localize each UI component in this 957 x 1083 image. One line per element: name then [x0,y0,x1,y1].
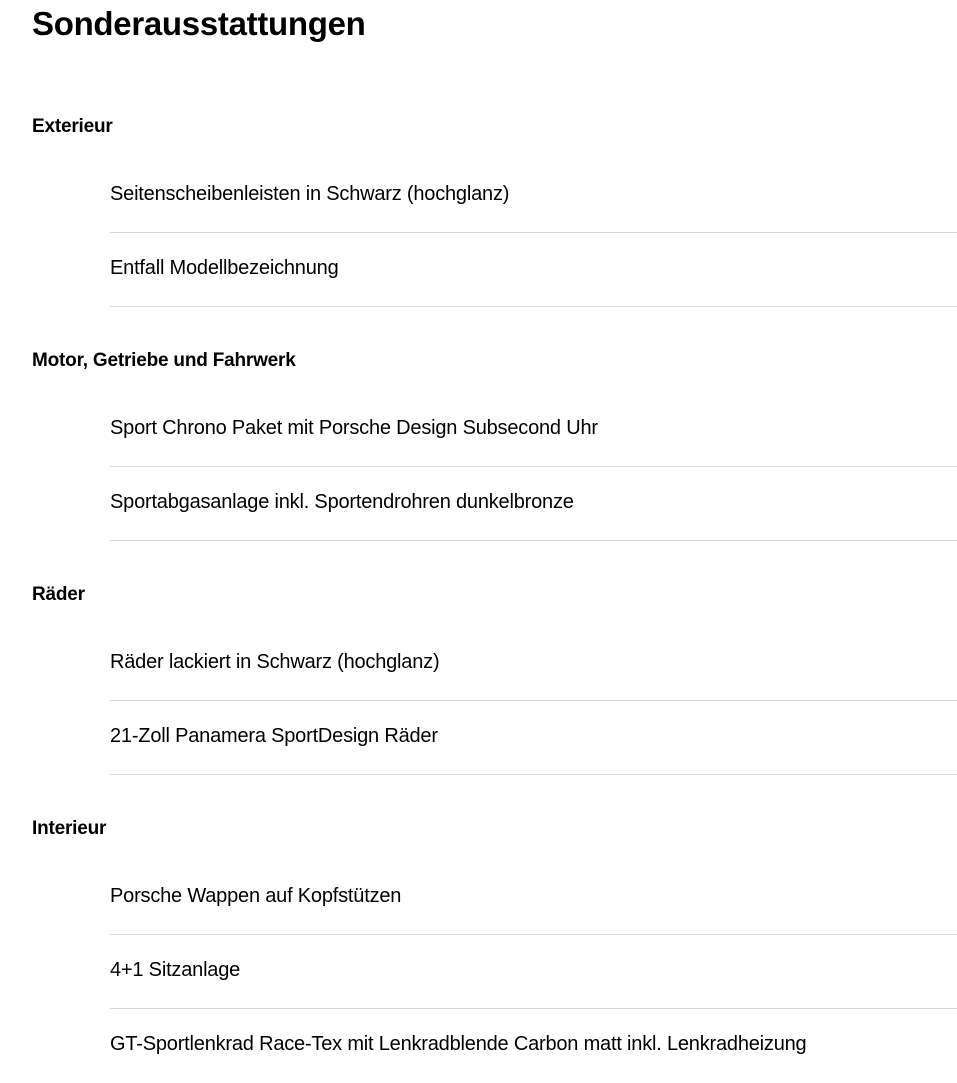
option-label: Sportabgasanlage inkl. Sportendrohren dunkelbronze [110,491,574,513]
option-item [110,393,957,467]
section-heading-raeder: Räder [32,584,85,605]
option-item [110,861,957,935]
option-list-interieur [110,861,957,1083]
option-item [110,935,957,1009]
option-list-motor-getriebe-fahrwerk [110,393,957,541]
option-item [110,701,957,775]
option-label: Sport Chrono Paket mit Porsche Design Subsecond Uhr [110,417,598,439]
option-label: Seitenscheibenleisten in Schwarz (hochglanz) [110,183,510,205]
option-label: 4+1 Sitzanlage [110,959,241,981]
section-heading-motor-getriebe-fahrwerk: Motor, Getriebe und Fahrwerk [32,350,296,371]
option-item [110,159,957,233]
section-heading-interieur: Interieur [32,818,107,839]
option-label: Räder lackiert in Schwarz (hochglanz) [110,651,440,673]
option-item [110,467,957,541]
option-item [110,627,957,701]
option-item [110,1009,957,1083]
option-list-exterieur [110,159,957,307]
option-list-raeder [110,627,957,775]
option-label: Porsche Wappen auf Kopfstützen [110,885,402,907]
option-label: 21-Zoll Panamera SportDesign Räder [110,725,438,747]
option-item [110,233,957,307]
section-heading-exterieur: Exterieur [32,116,113,137]
page-title: Sonderausstattungen [32,5,366,42]
option-label: GT-Sportlenkrad Race-Tex mit Lenkradblende Carbon matt inkl. Lenkradheizung [110,1033,807,1055]
option-label: Entfall Modellbezeichnung [110,257,339,279]
